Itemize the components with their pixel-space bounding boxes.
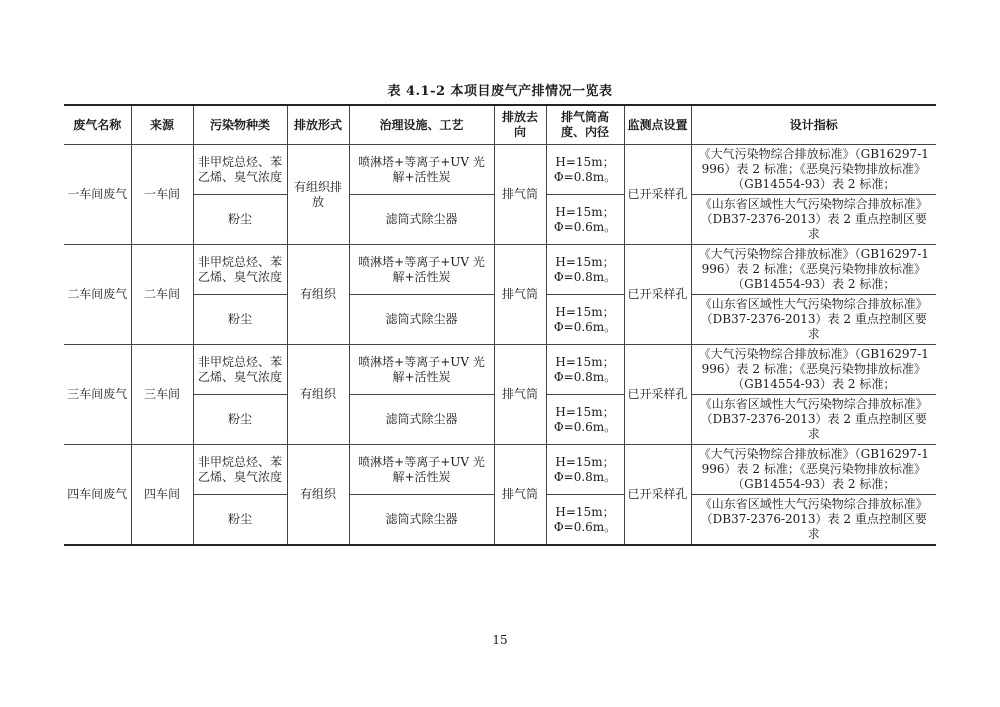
gas-name-cell: 三车间废气 xyxy=(64,345,131,445)
monitor-cell: 已开采样孔 xyxy=(624,145,691,245)
facility-cell: 滤筒式除尘器 xyxy=(349,195,494,245)
facility-cell: 喷淋塔+等离子+UV 光解+活性炭 xyxy=(349,245,494,295)
stack-cell: H=15m； Φ=0.8m。 xyxy=(546,445,624,495)
stack-cell: H=15m； Φ=0.8m。 xyxy=(546,245,624,295)
facility-cell: 喷淋塔+等离子+UV 光解+活性炭 xyxy=(349,345,494,395)
facility-cell: 喷淋塔+等离子+UV 光解+活性炭 xyxy=(349,145,494,195)
stack-cell: H=15m； Φ=0.6m。 xyxy=(546,495,624,546)
pollutant-cell: 非甲烷总烃、苯乙烯、臭气浓度 xyxy=(193,345,287,395)
header-facility: 治理设施、工艺 xyxy=(349,105,494,145)
stack-cell: H=15m； Φ=0.8m。 xyxy=(546,345,624,395)
header-name: 废气名称 xyxy=(64,105,131,145)
facility-cell: 喷淋塔+等离子+UV 光解+活性炭 xyxy=(349,445,494,495)
pollutant-cell: 粉尘 xyxy=(193,395,287,445)
header-monitor: 监测点设置 xyxy=(624,105,691,145)
standard-cell: 《山东省区域性大气污染物综合排放标准》（DB37-2376-2013）表 2 重点控制区要求 xyxy=(691,195,936,245)
form-cell: 有组织 xyxy=(287,445,349,546)
stack-cell: H=15m； Φ=0.6m。 xyxy=(546,295,624,345)
form-cell: 有组织 xyxy=(287,345,349,445)
standard-cell: 《山东省区域性大气污染物综合排放标准》（DB37-2376-2013）表 2 重点控制区要求 xyxy=(691,295,936,345)
source-cell: 一车间 xyxy=(131,145,193,245)
direction-cell: 排气筒 xyxy=(494,445,546,546)
direction-cell: 排气筒 xyxy=(494,245,546,345)
stack-cell: H=15m； Φ=0.6m。 xyxy=(546,395,624,445)
table-row xyxy=(64,145,936,195)
gas-name-cell: 二车间废气 xyxy=(64,245,131,345)
table-row xyxy=(64,445,936,495)
pollutant-cell: 非甲烷总烃、苯乙烯、臭气浓度 xyxy=(193,245,287,295)
form-cell: 有组织排放 xyxy=(287,145,349,245)
facility-cell: 滤筒式除尘器 xyxy=(349,495,494,546)
standard-cell: 《山东省区域性大气污染物综合排放标准》（DB37-2376-2013）表 2 重点控制区要求 xyxy=(691,395,936,445)
pollutant-cell: 粉尘 xyxy=(193,295,287,345)
header-row xyxy=(64,105,936,145)
monitor-cell: 已开采样孔 xyxy=(624,245,691,345)
pollutant-cell: 粉尘 xyxy=(193,495,287,546)
monitor-cell: 已开采样孔 xyxy=(624,445,691,546)
source-cell: 四车间 xyxy=(131,445,193,546)
gas-name-cell: 四车间废气 xyxy=(64,445,131,546)
table-caption: 表 4.1-2 本项目废气产排情况一览表 xyxy=(387,84,613,99)
header-direction: 排放去向 xyxy=(494,105,546,145)
standard-cell: 《大气污染物综合排放标准》（GB16297-1996）表 2 标准；《恶臭污染物排放标准》（GB14554-93）表 2 标准； xyxy=(691,145,936,195)
header-source: 来源 xyxy=(131,105,193,145)
header-pollutant: 污染物种类 xyxy=(193,105,287,145)
direction-cell: 排气筒 xyxy=(494,145,546,245)
header-stack: 排气筒高度、内径 xyxy=(546,105,624,145)
stack-cell: H=15m； Φ=0.8m。 xyxy=(546,145,624,195)
form-cell: 有组织 xyxy=(287,245,349,345)
pollutant-cell: 非甲烷总烃、苯乙烯、臭气浓度 xyxy=(193,145,287,195)
table-row xyxy=(64,345,936,395)
pollutant-cell: 非甲烷总烃、苯乙烯、臭气浓度 xyxy=(193,445,287,495)
facility-cell: 滤筒式除尘器 xyxy=(349,295,494,345)
table-row xyxy=(64,245,936,295)
source-cell: 二车间 xyxy=(131,245,193,345)
facility-cell: 滤筒式除尘器 xyxy=(349,395,494,445)
pollutant-cell: 粉尘 xyxy=(193,195,287,245)
standard-cell: 《大气污染物综合排放标准》（GB16297-1996）表 2 标准；《恶臭污染物排放标准》（GB14554-93）表 2 标准； xyxy=(691,445,936,495)
gas-name-cell: 一车间废气 xyxy=(64,145,131,245)
standard-cell: 《山东省区域性大气污染物综合排放标准》（DB37-2376-2013）表 2 重点控制区要求 xyxy=(691,495,936,546)
standard-cell: 《大气污染物综合排放标准》（GB16297-1996）表 2 标准；《恶臭污染物排放标准》（GB14554-93）表 2 标准； xyxy=(691,245,936,295)
direction-cell: 排气筒 xyxy=(494,345,546,445)
header-form: 排放形式 xyxy=(287,105,349,145)
source-cell: 三车间 xyxy=(131,345,193,445)
page-number: 15 xyxy=(492,633,508,647)
header-standard: 设计指标 xyxy=(691,105,936,145)
emissions-table xyxy=(64,104,936,546)
stack-cell: H=15m； Φ=0.6m。 xyxy=(546,195,624,245)
standard-cell: 《大气污染物综合排放标准》（GB16297-1996）表 2 标准；《恶臭污染物排放标准》（GB14554-93）表 2 标准； xyxy=(691,345,936,395)
monitor-cell: 已开采样孔 xyxy=(624,345,691,445)
